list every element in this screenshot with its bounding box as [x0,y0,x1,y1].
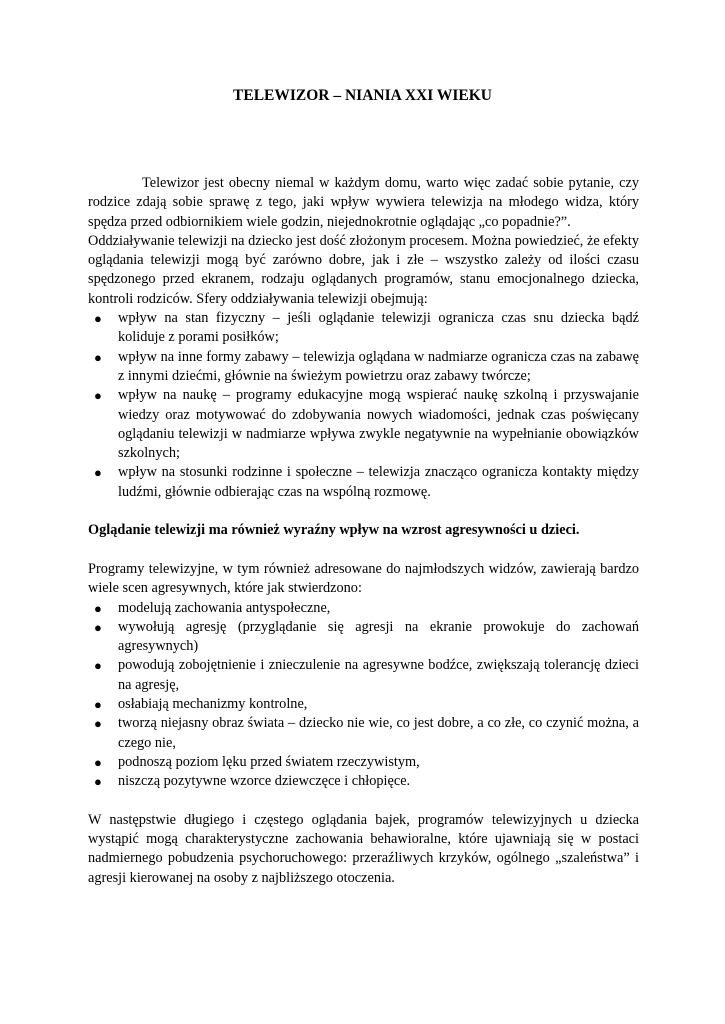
list-item [88,348,639,387]
list-item [88,386,639,463]
list-item-text: modelują zachowania antyspołeczne, [118,599,331,616]
bullet-icon: ● [94,311,102,327]
list-item [88,714,639,753]
document-title: TELEWIZOR – NIANIA XXI WIEKU [233,87,492,104]
list-item [88,695,639,714]
aggression-list [88,599,639,792]
list-item [88,463,639,502]
list-item-text: wpływ na stosunki rodzinne i społeczne – telewizja znacząco ogranicza kontakty między ludźmi, głównie odbierając czas na wspólną rozmowę. [118,464,639,500]
list-item [88,599,639,618]
aggression-heading: Oglądanie telewizji ma również wyraźny wpływ na wzrost agresywności u dzieci. [88,522,580,539]
influence-list [88,309,639,502]
list-item [88,618,639,657]
list-item-text: wpływ na inne formy zabawy – telewizja oglądana w nadmiarze ogranicza czas na zabawę z innymi dziećmi, głównie na świeżym powietrzu oraz zabawy twórcze; [118,348,639,384]
list-item-text: podnoszą poziom lęku przed światem rzeczywistym, [118,753,420,770]
list-item-text: wywołują agresję (przyglądanie się agresji na ekranie prowokuje do zachowań agresywnych) [118,618,639,655]
intro-paragraph: Telewizor jest obecny niemal w każdym domu, warto więc zadać sobie pytanie, czy rodzice zdają sobie sprawę z tego, jaki wpływ wywiera telewizja na młodego widza, który spędza przed odbiornikiem wiele godzin, niejednokrotnie oglądając „co popadnie?”. [88,175,639,230]
aggression-paragraph: Programy telewizyjne, w tym również adresowane do najmłodszych widzów, zawierają bardzo wiele scen agresywnych, które jak stwierdzono: [88,560,639,597]
closing-paragraph: W następstwie długiego i częstego oglądania bajek, programów telewizyjnych u dziecka wystąpić mogą charakterystyczne zachowania behawioralne, które ujawniają się w postaci nadmiernego pobudzenia psychoruchowego: przeraźliwych krzyków, ogólnego „szaleństwa” i agresji kierowanej na osoby z najbliższego otoczenia. [88,811,639,886]
list-item-text: osłabiają mechanizmy kontrolne, [118,696,308,713]
bullet-icon: ● [94,774,102,790]
list-item [88,772,639,791]
list-item-text: powodują zobojętnienie i znieczulenie na agresywne bodźce, zwiększają tolerancję dzieci na agresję, [118,657,639,693]
list-item [88,753,639,772]
list-item-text: wpływ na stan fizyczny – jeśli oglądanie telewizji ogranicza czas snu dziecka bądź koliduje z porami posiłków; [118,310,639,346]
bullet-icon: ● [94,754,102,770]
list-item-text: tworzą niejasny obraz świata – dziecko nie wie, co jest dobre, a co złe, co czynić można, a czego nie, [118,715,639,751]
list-item-text: niszczą pozytywne wzorce dziewczęce i chłopięce. [118,773,411,790]
list-item [88,656,639,695]
document-body [88,174,639,888]
bullet-icon: ● [94,349,102,365]
list-item [88,309,639,348]
bullet-icon: ● [94,388,102,404]
bullet-icon: ● [94,658,102,674]
bullet-icon: ● [94,619,102,635]
bullet-icon: ● [94,716,102,732]
influence-paragraph: Oddziaływanie telewizji na dziecko jest dość złożonym procesem. Można powiedzieć, że efekty oglądania telewizji mogą być zarówno dobre, jak i złe – wszystko zależy od ilości czasu spędzonego przed ekranem, rodzaju oglądanych programów, stanu emocjonalnego dziecka, kontroli rodziców. Sfery oddziaływania telewizji obejmują: [88,232,639,307]
list-item-text: wpływ na naukę – programy edukacyjne mogą wspierać naukę szkolną i przyswajanie wiedzy oraz motywować do zdobywania nowych wiadomości, jednak czas poświęcany oglądaniu telewizji w nadmiarze wpływa zwykle negatywnie na wypełnianie obowiązków szkolnych; [118,387,639,462]
bullet-icon: ● [94,697,102,713]
bullet-icon: ● [94,465,102,481]
bullet-icon: ● [94,600,102,616]
